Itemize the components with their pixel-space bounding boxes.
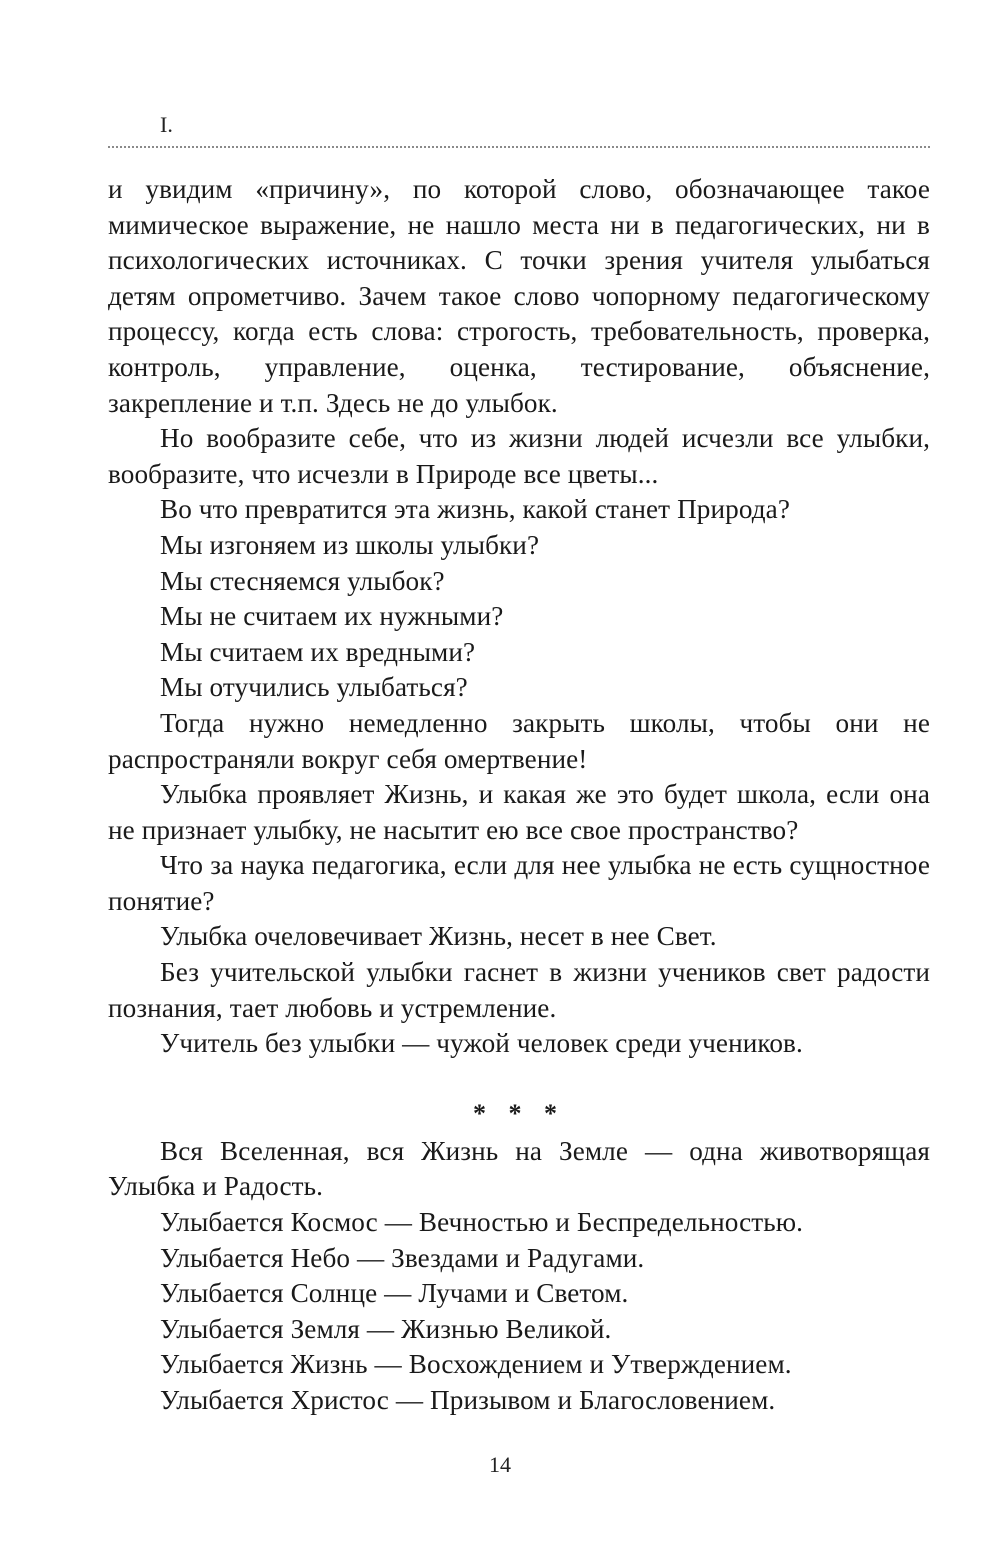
- page-number: 14: [489, 1452, 511, 1477]
- page-body: [108, 172, 930, 1419]
- question-line: Мы не считаем их нужными?: [160, 601, 504, 632]
- question-line: Во что превратится эта жизнь, какой станет Природа?: [160, 494, 791, 525]
- running-header-mark: I.: [160, 112, 173, 137]
- question-line: Мы изгоняем из школы улыбки?: [160, 529, 540, 560]
- paragraph: Улыбка очеловечивает Жизнь, несет в нее Свет.: [160, 921, 717, 952]
- paragraph: Улыбка проявляет Жизнь, и какая же это будет школа, если она не признает улыбку, не насытит ею все свое пространство?: [108, 779, 930, 845]
- verse-line: Улыбается Небо — Звездами и Радугами.: [160, 1242, 645, 1273]
- paragraph: Тогда нужно немедленно закрыть школы, чтобы они не распространяли вокруг себя омертвение!: [108, 707, 930, 774]
- paragraph: Без учительской улыбки гаснет в жизни учеников свет радости познания, тает любовь и устремление.: [108, 957, 930, 1023]
- question-line: Мы стесняемся улыбок?: [160, 565, 445, 596]
- paragraph: Что за наука педагогика, если для нее улыбка не есть сущностное понятие?: [108, 850, 930, 916]
- verse-line: Улыбается Земля — Жизнью Великой.: [160, 1313, 612, 1344]
- paragraph: и увидим «причину», по которой слово, обозначающее такое мимическое выражение, не нашло места ни в педагогических, ни в психологических источниках. С точки зрения учителя улыбаться детям опрометчиво. Зачем такое слово чопорному педагогическому процессу, когда есть слова: строгость, требовательность, проверка, контроль, управление, оценка, тестирование, объяснение, закрепление и т.п. Здесь не до улыбок.: [108, 174, 930, 418]
- paragraph: Вся Вселенная, вся Жизнь на Земле — одна животворящая Улыбка и Радость.: [108, 1135, 930, 1202]
- verse-line: Улыбается Жизнь — Восхождением и Утверждением.: [160, 1349, 792, 1380]
- verse-line: Улыбается Христос — Призывом и Благословением.: [160, 1385, 776, 1415]
- section-separator: * * *: [473, 1098, 565, 1128]
- paragraph: Учитель без улыбки — чужой человек среди учеников.: [160, 1028, 803, 1059]
- question-line: Мы отучились улыбаться?: [160, 672, 468, 703]
- paragraph: Но вообразите себе, что из жизни людей исчезли все улыбки, вообразите, что исчезли в Природе все цветы...: [108, 423, 930, 489]
- header-dotted-rule: [108, 146, 930, 148]
- verse-line: Улыбается Солнце — Лучами и Светом.: [160, 1278, 629, 1309]
- verse-line: Улыбается Космос — Вечностью и Беспредельностью.: [160, 1207, 804, 1238]
- question-line: Мы считаем их вредными?: [160, 636, 476, 667]
